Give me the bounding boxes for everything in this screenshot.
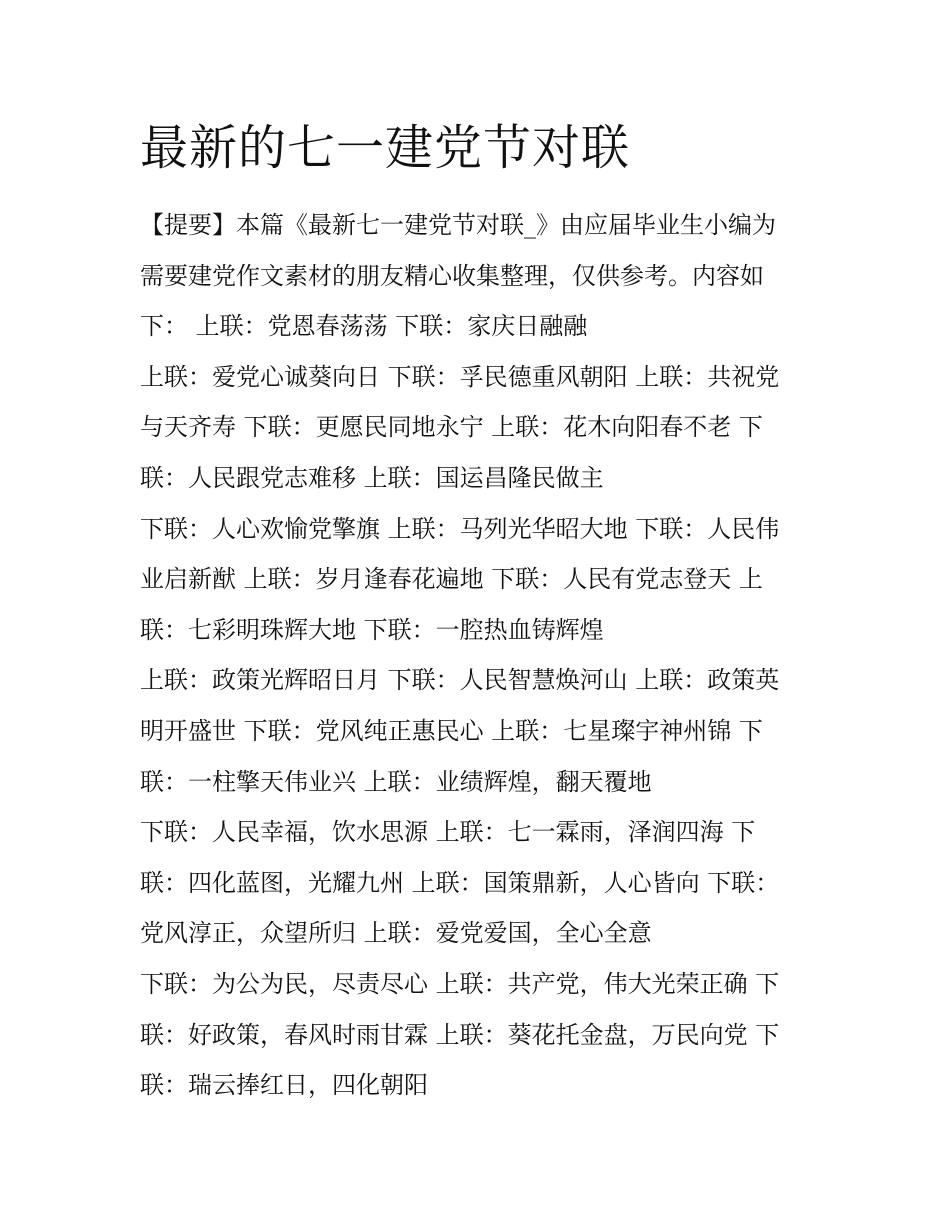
- text-line: 党风淳正，众望所归 上联：爱党爱国，全心全意: [140, 919, 652, 948]
- text-line: 【提要】本篇《最新七一建党节对联_》由应届毕业生小编为: [140, 211, 776, 239]
- text-line: 联：人民跟党志难移 上联：国运昌隆民做主: [140, 463, 604, 492]
- text-line: 下联：为公为民，尽责尽心 上联：共产党，伟大光荣正确 下: [140, 969, 780, 998]
- document-body: [140, 200, 820, 1111]
- text-line: 联：好政策，春风时雨甘霖 上联：葵花托金盘，万民向党 下: [140, 1020, 780, 1049]
- text-line: 联：一柱擎天伟业兴 上联：业绩辉煌，翻天覆地: [140, 767, 652, 796]
- text-line: 上联：爱党心诚葵向日 下联：孚民德重风朝阳 上联：共祝党: [140, 362, 780, 391]
- text-line: 需要建党作文素材的朋友精心收集整理，仅供参考。内容如: [140, 261, 764, 290]
- text-line: 下联：人民幸福，饮水思源 上联：七一霖雨，泽润四海 下: [140, 818, 756, 847]
- text-line: 联：七彩明珠辉大地 下联：一腔热血铸辉煌: [140, 615, 604, 644]
- document-title: 最新的七一建党节对联: [140, 120, 631, 176]
- text-line: 业启新猷 上联：岁月逢春花遍地 下联：人民有党志登天 上: [140, 565, 763, 594]
- text-line: 上联：政策光辉昭日月 下联：人民智慧焕河山 上联：政策英: [140, 666, 780, 695]
- text-line: 与天齐寿 下联：更愿民同地永宁 上联：花木向阳春不老 下: [140, 413, 763, 442]
- text-line: 联：瑞云捧红日，四化朝阳: [140, 1071, 428, 1100]
- text-line: 明开盛世 下联：党风纯正惠民心 上联：七星璨宇神州锦 下: [140, 716, 763, 745]
- text-line: 联：四化蓝图，光耀九州 上联：国策鼎新，人心皆向 下联：: [140, 868, 780, 897]
- text-line: 下： 上联：党恩春荡荡 下联：家庆日融融: [140, 312, 588, 341]
- text-line: 下联：人心欢愉党擎旗 上联：马列光华昭大地 下联：人民伟: [140, 514, 780, 543]
